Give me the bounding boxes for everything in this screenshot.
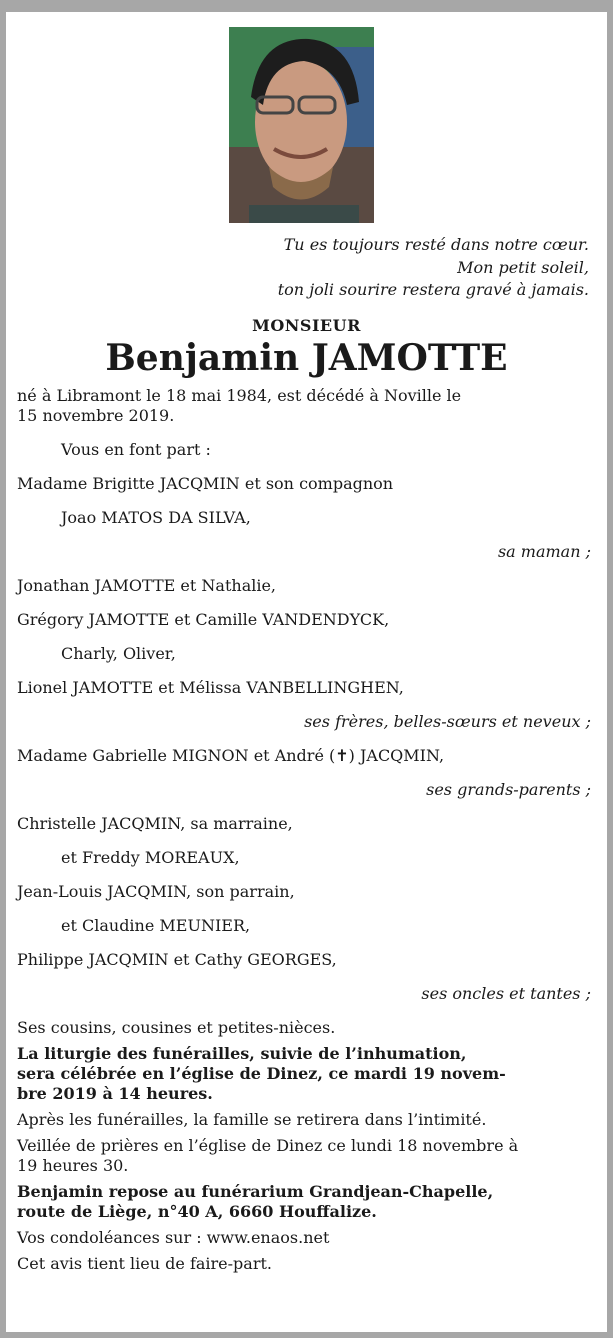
portrait-illustration [229, 27, 374, 223]
funeral-line: sera célébrée en l’église de Dinez, ce mardi 19 novem- [17, 1064, 506, 1083]
vigil-line: 19 heures 30. [17, 1156, 129, 1175]
family-line: Joao MATOS DA SILVA, [61, 508, 251, 527]
birth-line: 15 novembre 2019. [17, 406, 175, 425]
funeral-line: bre 2019 à 14 heures. [17, 1084, 213, 1103]
family-role: sa maman ; [497, 542, 591, 561]
funeral-line: La liturgie des funérailles, suivie de l’inhumation, [17, 1044, 467, 1063]
family-line: Lionel JAMOTTE et Mélissa VANBELLINGHEN, [17, 678, 404, 697]
family-line: et Claudine MEUNIER, [61, 916, 251, 935]
family-line: Grégory JAMOTTE et Camille VANDENDYCK, [17, 610, 390, 629]
obituary-body [17, 386, 591, 1274]
family-role: ses frères, belles-sœurs et neveux ; [304, 712, 591, 731]
family-line: Madame Brigitte JACQMIN et son compagnon [17, 474, 394, 493]
after-funeral-line: Après les funérailles, la famille se retirera dans l’intimité. [17, 1110, 487, 1129]
family-line: Jean-Louis JACQMIN, son parrain, [17, 882, 295, 901]
condolences-line: Vos condoléances sur : www.enaos.net [17, 1228, 330, 1247]
family-role: ses oncles et tantes ; [421, 984, 591, 1003]
family-line: Jonathan JAMOTTE et Nathalie, [17, 576, 277, 595]
poem-line: Mon petit soleil, [457, 257, 589, 277]
rests-line: route de Liège, n°40 A, 6660 Houffalize. [17, 1202, 377, 1221]
intro-line: Vous en font part : [61, 440, 211, 459]
obituary-card [6, 12, 607, 1332]
poem [278, 234, 589, 302]
family-line: Christelle JACQMIN, sa marraine, [17, 814, 293, 833]
rests-line: Benjamin repose au funérarium Grandjean-Chapelle, [17, 1182, 494, 1201]
family-line: Charly, Oliver, [61, 644, 176, 663]
cousins-line: Ses cousins, cousines et petites-nièces. [17, 1018, 336, 1037]
family-line: Philippe JACQMIN et Cathy GEORGES, [17, 950, 337, 969]
honorific-title: MONSIEUR [252, 316, 361, 335]
poem-line: ton joli sourire restera gravé à jamais. [277, 280, 589, 299]
poem-line: Tu es toujours resté dans notre cœur. [283, 235, 589, 254]
family-line: Madame Gabrielle MIGNON et André (✝) JACQMIN, [17, 746, 445, 765]
portrait-photo [229, 27, 374, 223]
family-line: et Freddy MOREAUX, [61, 848, 240, 867]
vigil-line: Veillée de prières en l’église de Dinez ce lundi 18 novembre à [17, 1136, 519, 1155]
birth-line: né à Libramont le 18 mai 1984, est décédé à Noville le [17, 386, 462, 405]
notice-line: Cet avis tient lieu de faire-part. [17, 1254, 272, 1273]
deceased-name: Benjamin JAMOTTE [105, 337, 508, 379]
family-role: ses grands-parents ; [426, 780, 591, 799]
